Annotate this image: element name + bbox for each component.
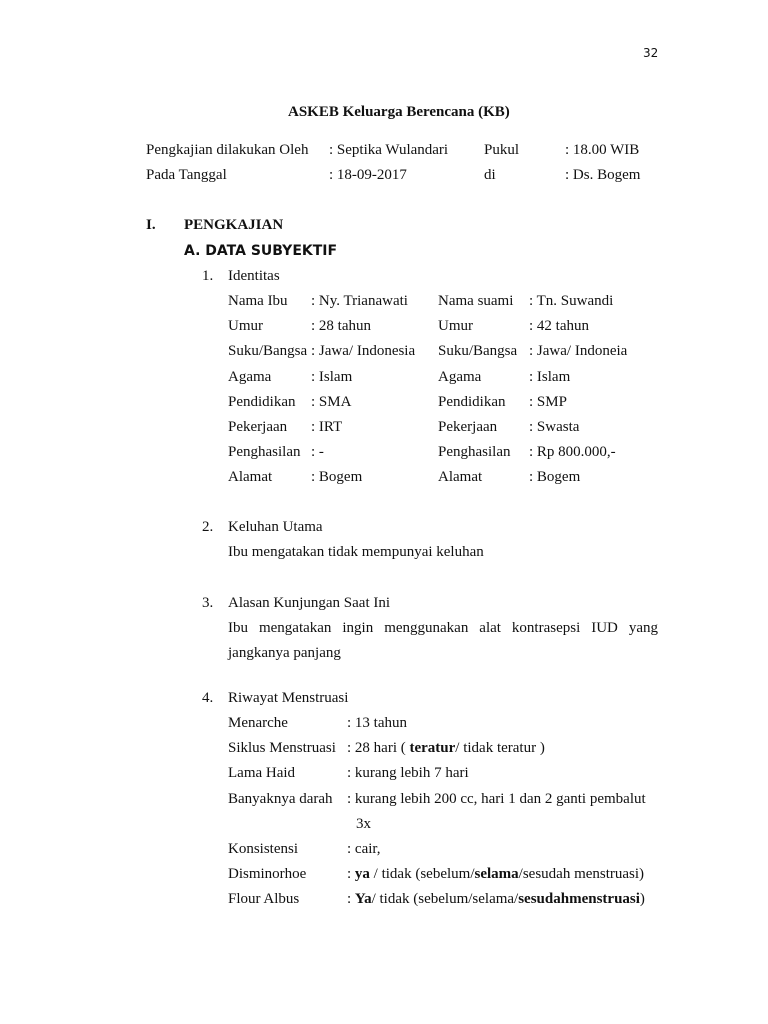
- mother-label: Penghasilan: [228, 444, 301, 460]
- lama-value: : kurang lebih 7 hari: [347, 765, 469, 781]
- subsection-title: A. DATA SUBYEKTIF: [184, 243, 338, 259]
- banyak-value: : kurang lebih 200 cc, hari 1 dan 2 ganti pembalut: [347, 791, 646, 807]
- banyak-label: Banyaknya darah: [228, 791, 333, 807]
- mother-label: Suku/Bangsa: [228, 343, 308, 359]
- alasan-text-line2: jangkanya panjang: [228, 645, 341, 661]
- section-number: I.: [146, 217, 156, 233]
- siklus-label: Siklus Menstruasi: [228, 740, 336, 756]
- alasan-heading: Alasan Kunjungan Saat Ini: [228, 595, 391, 611]
- husband-value: : Tn. Suwandi: [529, 293, 614, 309]
- mother-value: : Bogem: [311, 469, 363, 485]
- mother-value: : Jawa/ Indonesia: [311, 343, 416, 359]
- siklus-selected: teratur: [409, 740, 456, 756]
- husband-value: : Swasta: [529, 419, 580, 435]
- lama-label: Lama Haid: [228, 765, 296, 781]
- flour-timing: sesudahmenstruasi: [518, 891, 640, 907]
- husband-label: Agama: [438, 369, 482, 385]
- husband-value: : SMP: [529, 394, 567, 410]
- time-label: Pukul: [484, 142, 520, 158]
- siklus-value: : 28 hari ( teratur/ tidak teratur ): [347, 740, 545, 756]
- konsistensi-label: Konsistensi: [228, 841, 299, 857]
- mother-label: Umur: [228, 318, 263, 334]
- assessor-value: : Septika Wulandari: [329, 142, 449, 158]
- husband-value: : Islam: [529, 369, 571, 385]
- mother-label: Alamat: [228, 469, 273, 485]
- husband-value: : Jawa/ Indoneia: [529, 343, 628, 359]
- husband-label: Alamat: [438, 469, 483, 485]
- flour-value: : Ya/ tidak (sebelum/selama/sesudahmenstruasi): [347, 891, 645, 907]
- mother-value: : -: [311, 444, 324, 460]
- banyak-value-cont: 3x: [356, 816, 371, 832]
- menarche-value: : 13 tahun: [347, 715, 407, 731]
- husband-label: Nama suami: [438, 293, 514, 309]
- keluhan-heading: Keluhan Utama: [228, 519, 323, 535]
- mother-label: Nama Ibu: [228, 293, 288, 309]
- mother-value: : 28 tahun: [311, 318, 371, 334]
- husband-label: Suku/Bangsa: [438, 343, 518, 359]
- flour-label: Flour Albus: [228, 891, 300, 907]
- menarche-label: Menarche: [228, 715, 288, 731]
- date-value: : 18-09-2017: [329, 167, 407, 183]
- husband-label: Pekerjaan: [438, 419, 498, 435]
- konsistensi-value: : cair,: [347, 841, 381, 857]
- mother-label: Pekerjaan: [228, 419, 288, 435]
- document-title: ASKEB Keluarga Berencana (KB): [288, 104, 510, 120]
- disminorhoe-timing: selama: [474, 866, 519, 882]
- section-title: PENGKAJIAN: [184, 217, 284, 233]
- mother-value: : Islam: [311, 369, 353, 385]
- location-label: di: [484, 167, 496, 183]
- husband-value: : 42 tahun: [529, 318, 589, 334]
- date-label: Pada Tanggal: [146, 167, 227, 183]
- mother-value: : SMA: [311, 394, 352, 410]
- page-number: 32: [643, 46, 659, 60]
- disminorhoe-value: : ya / tidak (sebelum/selama/sesudah menstruasi): [347, 866, 645, 882]
- flour-selected: Ya: [354, 891, 372, 907]
- location-value: : Ds. Bogem: [565, 167, 641, 183]
- item-number-4: 4.: [202, 690, 214, 706]
- mother-value: : IRT: [311, 419, 343, 435]
- husband-label: Penghasilan: [438, 444, 511, 460]
- mother-value: : Ny. Trianawati: [311, 293, 408, 309]
- disminorhoe-selected: ya: [354, 866, 370, 882]
- menstruasi-heading: Riwayat Menstruasi: [228, 690, 349, 706]
- alasan-text-line1: Ibu mengatakan ingin menggunakan alat kontrasepsi IUD yang: [228, 620, 658, 636]
- disminorhoe-label: Disminorhoe: [228, 866, 307, 882]
- item-number-2: 2.: [202, 519, 214, 535]
- husband-value: : Rp 800.000,-: [529, 444, 616, 460]
- identitas-heading: Identitas: [228, 268, 280, 284]
- mother-label: Pendidikan: [228, 394, 296, 410]
- mother-label: Agama: [228, 369, 272, 385]
- item-number-3: 3.: [202, 595, 214, 611]
- item-number-1: 1.: [202, 268, 214, 284]
- assessor-label: Pengkajian dilakukan Oleh: [146, 142, 309, 158]
- keluhan-text: Ibu mengatakan tidak mempunyai keluhan: [228, 544, 484, 560]
- husband-value: : Bogem: [529, 469, 581, 485]
- husband-label: Pendidikan: [438, 394, 506, 410]
- time-value: : 18.00 WIB: [565, 142, 640, 158]
- husband-label: Umur: [438, 318, 473, 334]
